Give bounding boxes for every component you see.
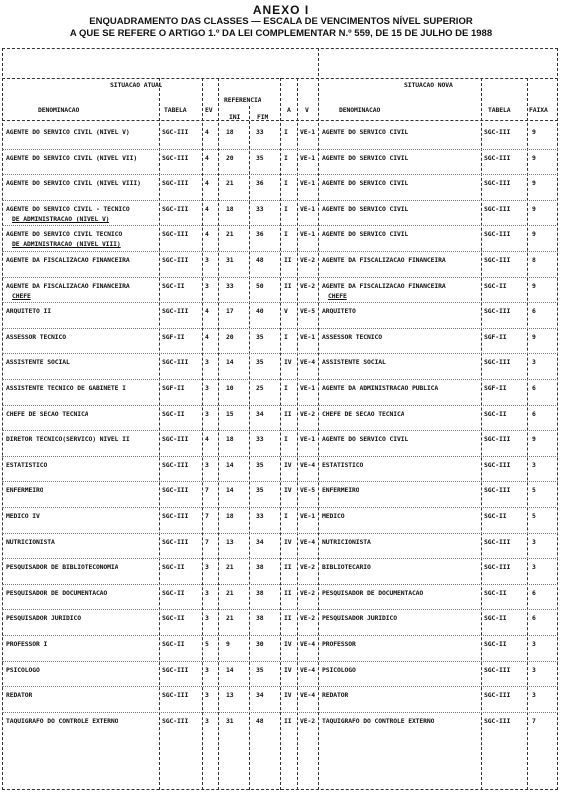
row-ref-fim: 33 [256, 512, 264, 520]
row-ev: 3 [205, 384, 209, 392]
annex-title: ANEXO I [252, 3, 310, 17]
row-ref-ini: 21 [226, 230, 234, 239]
row-denominacao: AGENTE DO SERVICO CIVIL (NIVEL VII) [6, 153, 138, 162]
row-denominacao-cont: CHEFE [12, 291, 31, 300]
row-separator [2, 251, 558, 252]
row-a: I [284, 332, 288, 341]
row-ref-fim: 36 [256, 230, 264, 239]
section-label-atual: SITUACAO ATUAL [110, 81, 163, 89]
row-ref-ini: 18 [226, 204, 234, 213]
row-ref-ini: 21 [226, 614, 234, 623]
row-denominacao-nova: REDATOR [322, 691, 349, 700]
row-denominacao-nova: AGENTE DO SERVICO CIVIL [322, 179, 409, 188]
row-denominacao: PESQUISADOR DE DOCUMENTACAO [6, 588, 108, 597]
section-label-nova: SITUACAO NOVA [404, 81, 453, 89]
row-ev: 3 [205, 256, 209, 264]
col-header-ev: EV [205, 106, 213, 114]
column-rule [280, 78, 281, 790]
row-tabela: SGC-II [162, 614, 185, 623]
row-ev: 7 [205, 486, 209, 495]
salary-table [2, 48, 558, 790]
row-v: VE-5 [300, 486, 315, 495]
row-denominacao: AGENTE DO SERVICO CIVIL - TECNICO [6, 204, 130, 213]
row-denominacao: AGENTE DO SERVICO CIVIL TECNICO [6, 230, 123, 239]
row-tabela: SGC-III [162, 230, 189, 239]
row-tabela-nova: SGC-II [484, 409, 507, 418]
row-faixa: 5 [532, 512, 536, 520]
row-faixa: 3 [532, 640, 536, 648]
row-v: VE-4 [300, 460, 315, 469]
table-top-rule [2, 48, 558, 49]
row-v: VE-4 [300, 665, 315, 674]
row-v: VE-1 [300, 384, 315, 392]
row-a: IV [284, 358, 292, 367]
row-denominacao-nova: AGENTE DO SERVICO CIVIL [322, 435, 409, 444]
row-v: VE-2 [300, 563, 315, 572]
row-denominacao-nova: PESQUISADOR JURIDICO [322, 614, 397, 623]
row-separator [2, 174, 558, 175]
row-tabela: SGF-II [162, 332, 185, 341]
row-v: VE-2 [300, 281, 315, 290]
row-ref-fim: 33 [256, 128, 264, 136]
row-faixa: 6 [532, 384, 536, 392]
row-ref-ini: 18 [226, 128, 234, 136]
row-ref-fim: 38 [256, 588, 264, 597]
row-faixa: 6 [532, 588, 536, 597]
row-tabela: SGC-II [162, 409, 185, 418]
col-header-ini: INI [229, 113, 241, 121]
column-rule [318, 48, 319, 790]
col-header-a: A [287, 106, 291, 114]
row-ref-ini: 17 [226, 307, 234, 316]
row-a: II [284, 614, 292, 623]
row-separator [2, 277, 558, 278]
row-faixa: 9 [532, 204, 536, 213]
row-tabela-nova: SGC-III [484, 358, 511, 367]
row-v: VE-1 [300, 512, 315, 520]
row-v: VE-1 [300, 153, 315, 162]
row-separator [2, 225, 558, 226]
row-ref-ini: 15 [226, 409, 234, 418]
row-ev: 3 [205, 409, 209, 418]
row-ref-fim: 36 [256, 179, 264, 188]
row-denominacao-nova: ENFERMEIRO [322, 486, 360, 495]
row-tabela: SGC-II [162, 563, 185, 572]
row-tabela-nova: SGC-III [484, 153, 511, 162]
row-denominacao: AGENTE DA FISCALIZACAO FINANCEIRA [6, 281, 130, 290]
row-v: VE-1 [300, 332, 315, 341]
row-tabela-nova: SGC-II [484, 640, 507, 648]
row-v: VE-1 [300, 230, 315, 239]
row-denominacao-nova: ASSESSOR TECNICO [322, 332, 382, 341]
row-a: I [284, 435, 288, 444]
row-tabela-nova: SGC-III [484, 204, 511, 213]
col-header-tabela: TABELA [164, 106, 187, 114]
row-ref-fim: 33 [256, 435, 264, 444]
column-rule [218, 78, 219, 790]
row-a: II [284, 563, 292, 572]
row-denominacao-cont: DE ADMINISTRACAO (NIVEL VIII) [12, 240, 121, 249]
row-ref-fim: 33 [256, 204, 264, 213]
row-separator [2, 712, 558, 713]
row-tabela-nova: SGC-III [484, 537, 511, 546]
row-tabela: SGC-III [162, 512, 189, 520]
row-tabela: SGC-III [162, 179, 189, 188]
row-a: II [284, 281, 292, 290]
row-ev: 4 [205, 153, 209, 162]
row-ev: 3 [205, 281, 209, 290]
row-ev: 4 [205, 307, 209, 316]
row-tabela: SGC-III [162, 435, 189, 444]
row-tabela: SGC-II [162, 588, 185, 597]
row-tabela: SGC-III [162, 128, 189, 136]
row-tabela: SGF-II [162, 384, 185, 392]
column-rule [527, 78, 528, 790]
row-faixa: 3 [532, 537, 536, 546]
row-separator [2, 558, 558, 559]
row-separator [2, 584, 558, 585]
row-tabela-nova: SGC-III [484, 230, 511, 239]
row-denominacao-cont: DE ADMINISTRACAO (NIVEL V) [12, 214, 110, 223]
row-separator [2, 302, 558, 303]
row-tabela-nova: SGC-III [484, 256, 511, 264]
row-ev: 4 [205, 230, 209, 239]
row-denominacao: ESTATISTICO [6, 460, 48, 469]
row-ref-ini: 13 [226, 691, 234, 700]
col-header-referencia: REFERENCIA [224, 96, 262, 104]
row-faixa: 7 [532, 716, 536, 725]
row-denominacao-nova: PSICOLOGO [322, 665, 356, 674]
row-a: I [284, 179, 288, 188]
row-ref-fim: 35 [256, 153, 264, 162]
row-ref-ini: 14 [226, 486, 234, 495]
row-v: VE-2 [300, 256, 315, 264]
row-tabela-nova: SGC-II [484, 614, 507, 623]
row-ref-ini: 18 [226, 512, 234, 520]
row-tabela: SGC-III [162, 537, 189, 546]
row-v: VE-1 [300, 204, 315, 213]
row-faixa: 3 [532, 691, 536, 700]
row-ref-fim: 50 [256, 281, 264, 290]
row-v: VE-1 [300, 435, 315, 444]
row-ref-ini: 21 [226, 563, 234, 572]
row-denominacao: ASSISTENTE TECNICO DE GABINETE I [6, 384, 126, 392]
row-denominacao-nova: AGENTE DO SERVICO CIVIL [322, 204, 409, 213]
row-denominacao: ENFERMEIRO [6, 486, 44, 495]
row-ev: 4 [205, 179, 209, 188]
annex-reference: A QUE SE REFERE O ARTIGO 1.º DA LEI COMPLEMENTAR N.º 559, DE 15 DE JULHO DE 1988 [69, 28, 493, 39]
col-header-v: V [305, 106, 309, 114]
row-v: VE-2 [300, 409, 315, 418]
row-ref-fim: 35 [256, 486, 264, 495]
row-denominacao-nova: TAQUIGRAFO DO CONTROLE EXTERNO [322, 716, 435, 725]
row-tabela-nova: SGC-III [484, 486, 511, 495]
row-ref-fim: 34 [256, 409, 264, 418]
row-denominacao: NUTRICIONISTA [6, 537, 55, 546]
row-tabela: SGC-II [162, 281, 185, 290]
row-denominacao: MEDICO IV [6, 512, 40, 520]
row-tabela-nova: SGC-III [484, 179, 511, 188]
col-header-fim: FIM [257, 113, 269, 121]
row-ev: 3 [205, 358, 209, 367]
row-separator [2, 686, 558, 687]
row-ref-ini: 18 [226, 435, 234, 444]
row-tabela-nova: SGC-III [484, 128, 511, 136]
row-tabela-nova: SGC-III [484, 716, 511, 725]
row-ref-fim: 35 [256, 332, 264, 341]
row-ref-fim: 25 [256, 384, 264, 392]
column-rule [557, 48, 558, 790]
row-ev: 3 [205, 563, 209, 572]
row-denominacao-nova: AGENTE DA FISCALIZACAO FINANCEIRA [322, 281, 446, 290]
row-separator [2, 456, 558, 457]
row-a: I [284, 153, 288, 162]
row-faixa: 3 [532, 460, 536, 469]
row-ref-fim: 30 [256, 640, 264, 648]
row-v: VE-5 [300, 307, 315, 316]
column-rule [159, 78, 160, 790]
column-rule [297, 78, 298, 790]
row-denominacao: CHEFE DE SECAO TECNICA [6, 409, 89, 418]
row-ref-ini: 14 [226, 665, 234, 674]
row-denominacao-nova: BIBLIOTECARIO [322, 563, 371, 572]
annex-subtitle: ENQUADRAMENTO DAS CLASSES — ESCALA DE VENCIMENTOS NÍVEL SUPERIOR [89, 16, 473, 27]
row-a: II [284, 716, 292, 725]
row-ref-fim: 34 [256, 537, 264, 546]
row-tabela-nova: SGC-III [484, 563, 511, 572]
row-ref-fim: 48 [256, 716, 264, 725]
row-denominacao-nova-cont: CHEFE [328, 291, 347, 300]
row-tabela: SGC-III [162, 307, 189, 316]
row-separator [2, 635, 558, 636]
row-a: II [284, 588, 292, 597]
row-ref-ini: 31 [226, 256, 234, 264]
col-header-denominacao-nova: DENOMINACAO [339, 106, 381, 114]
row-faixa: 3 [532, 665, 536, 674]
row-v: VE-4 [300, 537, 315, 546]
row-faixa: 9 [532, 435, 536, 444]
row-separator [2, 149, 558, 150]
row-a: II [284, 256, 292, 264]
row-denominacao: PROFESSOR I [6, 640, 48, 648]
row-tabela: SGC-III [162, 256, 189, 264]
row-a: IV [284, 640, 292, 648]
row-ev: 3 [205, 716, 209, 725]
row-ref-ini: 21 [226, 588, 234, 597]
row-tabela-nova: SGC-III [484, 307, 511, 316]
row-a: II [284, 409, 292, 418]
row-separator [2, 430, 558, 431]
row-separator [2, 507, 558, 508]
row-tabela: SGC-III [162, 716, 189, 725]
row-v: VE-4 [300, 358, 315, 367]
row-faixa: 9 [532, 281, 536, 290]
row-ev: 3 [205, 691, 209, 700]
row-tabela: SGC-III [162, 358, 189, 367]
row-separator [2, 609, 558, 610]
row-tabela-nova: SGC-III [484, 460, 511, 469]
row-denominacao-nova: ESTATISTICO [322, 460, 364, 469]
row-denominacao-nova: AGENTE DO SERVICO CIVIL [322, 128, 409, 136]
row-ev: 4 [205, 128, 209, 136]
row-ev: 4 [205, 332, 209, 341]
row-a: V [284, 307, 288, 316]
row-faixa: 3 [532, 358, 536, 367]
row-denominacao-nova: MEDICO [322, 512, 345, 520]
row-a: I [284, 384, 288, 392]
row-denominacao: ASSESSOR TECNICO [6, 332, 66, 341]
row-a: IV [284, 486, 292, 495]
row-faixa: 6 [532, 307, 536, 316]
row-separator [2, 200, 558, 201]
row-ev: 3 [205, 588, 209, 597]
row-ref-ini: 20 [226, 332, 234, 341]
row-faixa: 3 [532, 563, 536, 572]
row-ref-ini: 33 [226, 281, 234, 290]
row-denominacao-nova: AGENTE DA ADMINISTRACAO PUBLICA [322, 384, 439, 392]
row-tabela-nova: SGC-II [484, 281, 507, 290]
row-faixa: 8 [532, 256, 536, 264]
row-separator [2, 533, 558, 534]
row-denominacao-nova: ARQUITETO [322, 307, 356, 316]
row-denominacao: AGENTE DA FISCALIZACAO FINANCEIRA [6, 256, 130, 264]
row-ev: 7 [205, 537, 209, 546]
row-tabela-nova: SGC-III [484, 691, 511, 700]
row-v: VE-1 [300, 179, 315, 188]
row-tabela: SGC-III [162, 486, 189, 495]
col-header-denominacao: DENOMINACAO [38, 106, 80, 114]
row-denominacao: PSICOLOGO [6, 665, 40, 674]
column-rule [249, 106, 250, 790]
row-ref-ini: 9 [226, 640, 230, 648]
row-denominacao: AGENTE DO SERVICO CIVIL (NIVEL VIII) [6, 179, 141, 188]
row-ev: 3 [205, 614, 209, 623]
row-denominacao: DIRETOR TECNICO(SERVICO) NIVEL II [6, 435, 130, 444]
row-tabela-nova: SGC-II [484, 588, 507, 597]
row-denominacao: PESQUISADOR JURIDICO [6, 614, 81, 623]
row-tabela-nova: SGC-II [484, 512, 507, 520]
row-denominacao-nova: AGENTE DO SERVICO CIVIL [322, 153, 409, 162]
row-denominacao: TAQUIGRAFO DO CONTROLE EXTERNO [6, 716, 119, 725]
row-ref-ini: 14 [226, 460, 234, 469]
column-rule [481, 78, 482, 790]
row-denominacao-nova: CHEFE DE SECAO TECNICA [322, 409, 405, 418]
row-ref-ini: 10 [226, 384, 234, 392]
row-v: VE-4 [300, 691, 315, 700]
row-ref-fim: 40 [256, 307, 264, 316]
row-a: IV [284, 691, 292, 700]
row-denominacao-nova: AGENTE DA FISCALIZACAO FINANCEIRA [322, 256, 446, 264]
row-denominacao-nova: NUTRICIONISTA [322, 537, 371, 546]
row-ref-fim: 38 [256, 563, 264, 572]
row-denominacao: PESQUISADOR DE BIBLIOTECONOMIA [6, 563, 119, 572]
row-a: I [284, 204, 288, 213]
row-v: VE-2 [300, 716, 315, 725]
row-ref-fim: 35 [256, 460, 264, 469]
row-separator [2, 661, 558, 662]
row-v: VE-4 [300, 640, 315, 648]
row-faixa: 5 [532, 486, 536, 495]
row-denominacao-nova: ASSISTENTE SOCIAL [322, 358, 386, 367]
row-faixa: 6 [532, 409, 536, 418]
row-tabela: SGC-III [162, 204, 189, 213]
row-ev: 4 [205, 204, 209, 213]
row-ref-ini: 21 [226, 179, 234, 188]
row-a: IV [284, 665, 292, 674]
row-a: I [284, 128, 288, 136]
row-ev: 3 [205, 460, 209, 469]
row-separator [2, 353, 558, 354]
row-tabela-nova: SGC-III [484, 665, 511, 674]
row-ref-ini: 20 [226, 153, 234, 162]
row-ref-fim: 34 [256, 691, 264, 700]
row-denominacao-nova: PESQUISADOR DE DOCUMENTACAO [322, 588, 424, 597]
row-denominacao-nova: AGENTE DO SERVICO CIVIL [322, 230, 409, 239]
row-faixa: 9 [532, 179, 536, 188]
row-separator [2, 405, 558, 406]
row-faixa: 9 [532, 230, 536, 239]
row-a: I [284, 230, 288, 239]
row-denominacao: ASSISTENTE SOCIAL [6, 358, 70, 367]
row-tabela-nova: SGC-III [484, 435, 511, 444]
row-ev: 5 [205, 640, 209, 648]
row-v: VE-2 [300, 588, 315, 597]
row-ev: 3 [205, 665, 209, 674]
row-ref-ini: 14 [226, 358, 234, 367]
row-v: VE-2 [300, 614, 315, 623]
row-tabela: SGC-III [162, 691, 189, 700]
row-tabela: SGC-II [162, 640, 185, 648]
row-ref-ini: 13 [226, 537, 234, 546]
row-ref-fim: 35 [256, 358, 264, 367]
row-tabela-nova: SGF-II [484, 332, 507, 341]
row-separator [2, 379, 558, 380]
col-header-faixa: FAIXA [529, 106, 548, 114]
row-faixa: 9 [532, 153, 536, 162]
row-ref-fim: 48 [256, 256, 264, 264]
row-tabela-nova: SGF-II [484, 384, 507, 392]
column-rule [202, 78, 203, 790]
row-denominacao: ARQUITETO II [6, 307, 51, 316]
row-ev: 7 [205, 512, 209, 520]
row-separator [2, 481, 558, 482]
row-a: I [284, 512, 288, 520]
row-faixa: 9 [532, 332, 536, 341]
column-rule [2, 48, 3, 790]
row-a: IV [284, 537, 292, 546]
row-v: VE-1 [300, 128, 315, 136]
row-denominacao: REDATOR [6, 691, 33, 700]
row-ref-fim: 35 [256, 665, 264, 674]
row-ev: 4 [205, 435, 209, 444]
row-denominacao-nova: PROFESSOR [322, 640, 356, 648]
row-faixa: 6 [532, 614, 536, 623]
row-faixa: 9 [532, 128, 536, 136]
row-tabela: SGC-III [162, 665, 189, 674]
row-denominacao: AGENTE DO SERVICO CIVIL (NIVEL V) [6, 128, 130, 136]
row-separator [2, 328, 558, 329]
row-ref-ini: 31 [226, 716, 234, 725]
row-a: IV [284, 460, 292, 469]
row-ref-fim: 38 [256, 614, 264, 623]
row-tabela: SGC-III [162, 460, 189, 469]
row-tabela: SGC-III [162, 153, 189, 162]
col-header-tabela-nova: TABELA [488, 106, 511, 114]
